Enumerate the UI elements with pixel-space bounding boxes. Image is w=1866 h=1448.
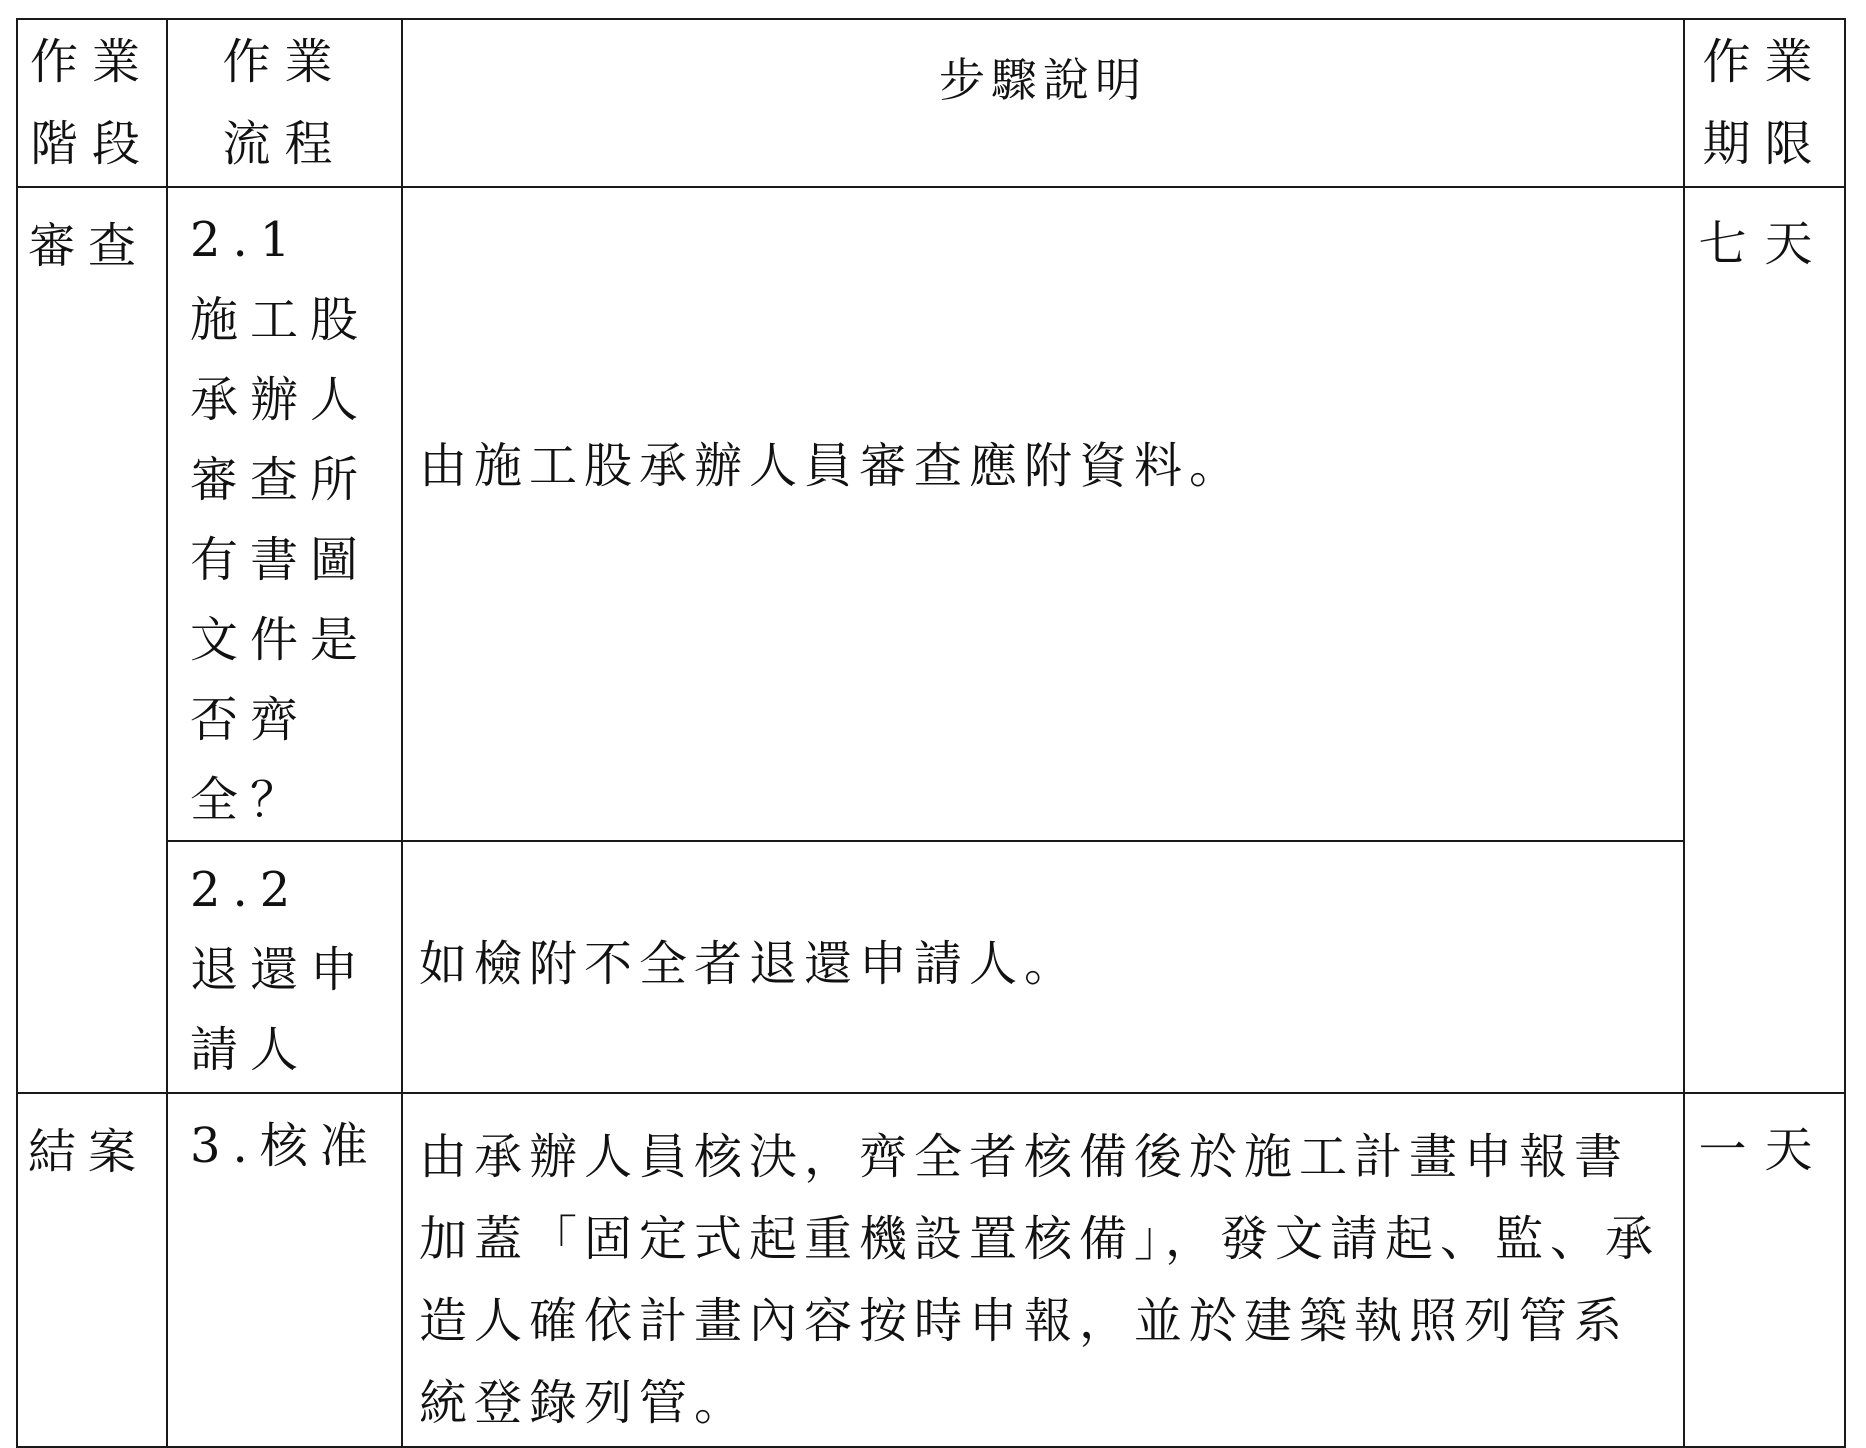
header-flow-line1: 作業 xyxy=(222,34,347,90)
flow-3: 3.核准 xyxy=(190,1118,380,1174)
table-row-return xyxy=(17,841,1845,1093)
flow-cell-3 xyxy=(167,1093,402,1447)
stage-cell-close xyxy=(17,1093,167,1447)
flow-cell-2-2 xyxy=(167,841,402,1093)
header-limit-line2: 期限 xyxy=(1702,116,1827,172)
description-2-2: 如檢附不全者退還申請人。 xyxy=(419,936,1080,992)
description-2-1: 由施工股承辦人員審查應附資料。 xyxy=(419,438,1245,494)
stage-close: 結案 xyxy=(28,1124,149,1180)
header-stage-line2: 階段 xyxy=(29,116,154,172)
flow-cell-2-1 xyxy=(167,187,402,841)
limit-close: 一天 xyxy=(1698,1122,1831,1178)
header-flow-line2: 流程 xyxy=(222,116,347,172)
header-stage-line1: 作業 xyxy=(29,34,154,90)
header-limit-line1: 作業 xyxy=(1702,34,1827,90)
table-row-review-check xyxy=(17,187,1845,841)
description-cell-2-2 xyxy=(402,841,1684,1093)
header-flow-cell xyxy=(167,19,402,187)
limit-cell-close xyxy=(1684,1093,1845,1447)
header-stage-cell xyxy=(17,19,167,187)
header-description: 步驟說明 xyxy=(939,53,1147,107)
description-cell-2-1 xyxy=(402,187,1684,841)
procedure-table-sheet xyxy=(16,18,1844,1431)
table-row-close-case xyxy=(17,1093,1845,1447)
header-row xyxy=(17,19,1845,187)
procedure-table xyxy=(16,18,1846,1448)
header-limit-cell xyxy=(1684,19,1845,187)
flow-2-2: 2.2 退還申請人 xyxy=(190,862,371,1078)
limit-cell-review xyxy=(1684,187,1845,1093)
description-3: 由承辦人員核決，齊全者核備後於施工計畫申報書加蓋「固定式起重機設置核備」，發文請起、監、承造人確依計畫內容按時申報，並於建築執照列管系統登錄列管。 xyxy=(419,1129,1661,1431)
header-description-cell xyxy=(402,19,1684,187)
stage-review: 審查 xyxy=(28,218,149,274)
flow-2-1: 2.1 施工股承辦人審查所有書圖文件是否齊全？ xyxy=(190,212,371,828)
description-cell-3 xyxy=(402,1093,1684,1447)
stage-cell-review xyxy=(17,187,167,1093)
limit-review: 七天 xyxy=(1698,216,1831,272)
